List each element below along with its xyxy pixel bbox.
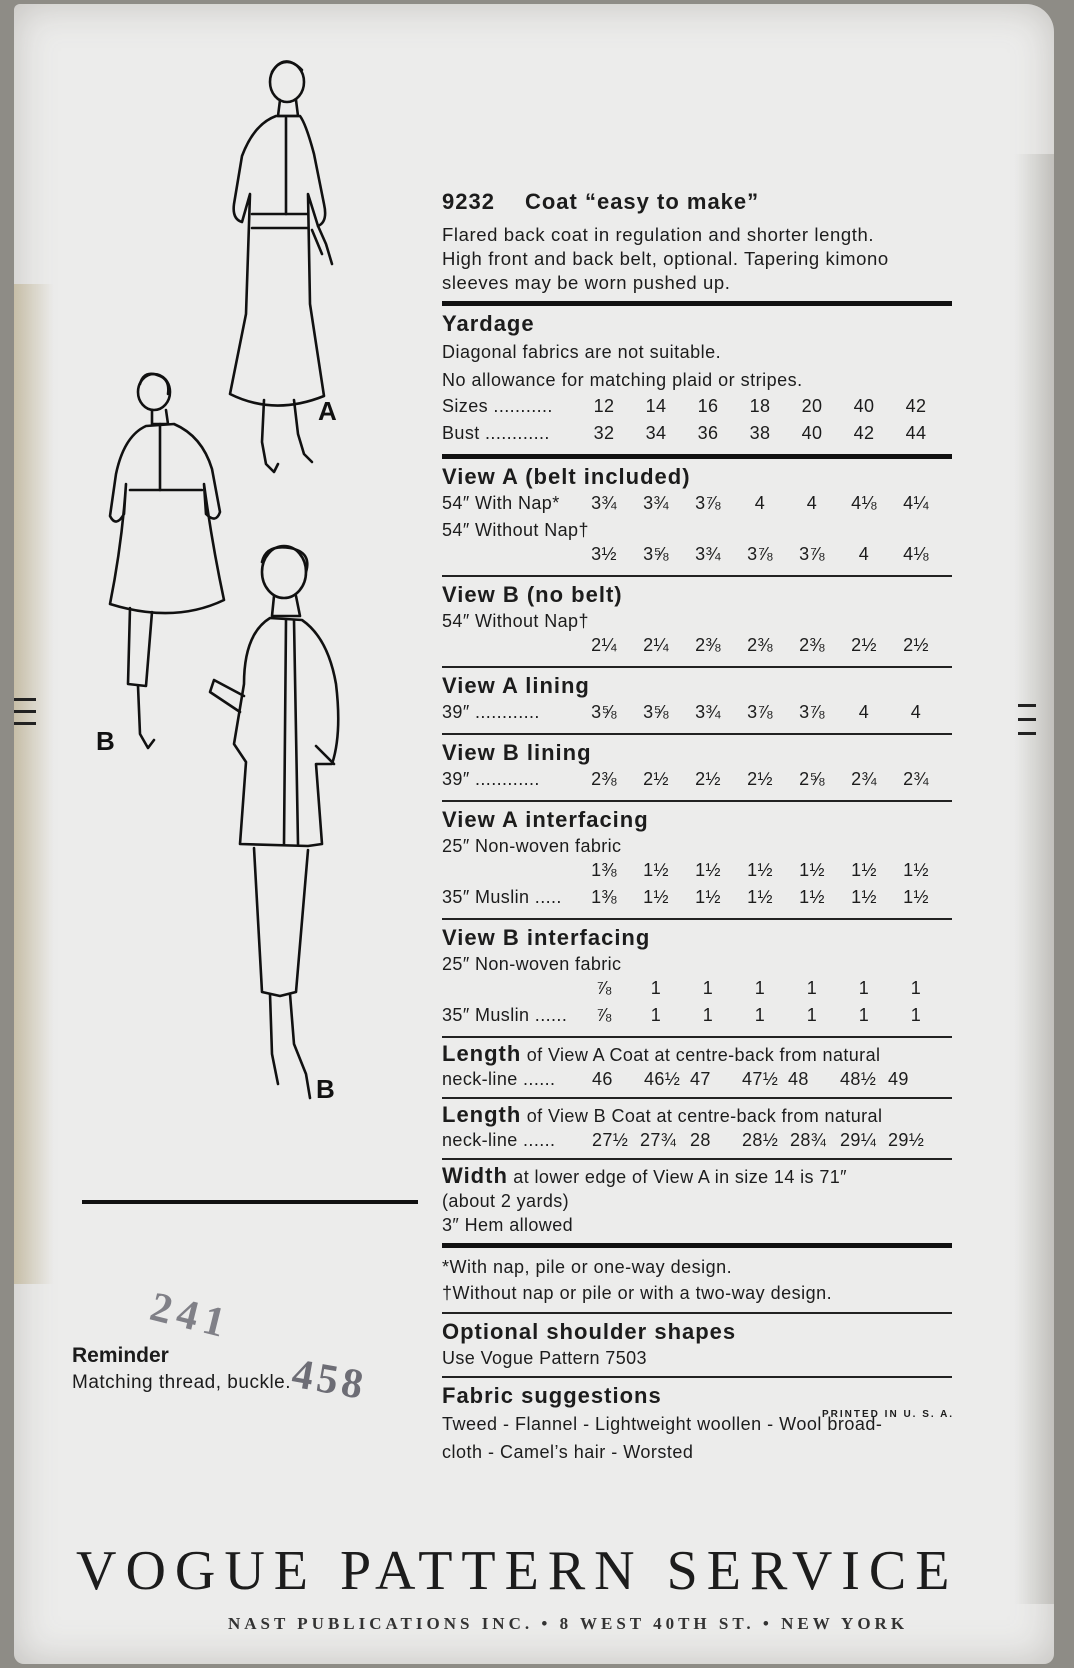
value-cell: 34 bbox=[645, 423, 667, 443]
length-word: Length bbox=[442, 1102, 522, 1127]
value-cell: 4¼ bbox=[903, 493, 929, 513]
view-b-lining-title: View B lining bbox=[442, 740, 592, 765]
value-cell: 49 bbox=[888, 1069, 909, 1089]
value-cell: 3⅝ bbox=[591, 702, 617, 722]
nonwoven-label: 25″ Non-woven fabric bbox=[442, 836, 622, 856]
value-cell: ⅞ bbox=[596, 978, 612, 998]
value-cell: 1½ bbox=[903, 860, 929, 880]
length-a-text: of View A Coat at centre-back from natural bbox=[526, 1045, 881, 1065]
divider bbox=[442, 301, 952, 306]
width-word: Width bbox=[442, 1163, 508, 1188]
publisher-address: NAST PUBLICATIONS INC. • 8 WEST 40TH ST. • NEW YORK bbox=[228, 1614, 909, 1633]
value-cell: 46 bbox=[592, 1069, 613, 1089]
value-cell: 48½ bbox=[840, 1069, 877, 1089]
fold-mark bbox=[14, 722, 36, 725]
value-cell: 1½ bbox=[851, 887, 877, 907]
value-cell: 16 bbox=[697, 396, 719, 416]
value-cell: 1 bbox=[910, 1005, 922, 1025]
view-a-muslin-row bbox=[442, 885, 952, 912]
yardage-note: Diagonal fabrics are not suitable. bbox=[442, 342, 722, 362]
value-cell: 27½ bbox=[592, 1130, 629, 1150]
row-label: 35″ Muslin ..... bbox=[442, 887, 562, 907]
view-a-title: View A (belt included) bbox=[442, 464, 691, 489]
length-b-values bbox=[442, 1128, 952, 1152]
value-cell: 2⅜ bbox=[799, 635, 825, 655]
value-cell: 1½ bbox=[643, 860, 669, 880]
reminder-title: Reminder bbox=[72, 1344, 169, 1367]
value-cell: 2¼ bbox=[591, 635, 617, 655]
view-a-lining-title: View A lining bbox=[442, 673, 590, 698]
row-label: neck-line ...... bbox=[442, 1069, 556, 1089]
value-cell: 1 bbox=[650, 978, 662, 998]
divider bbox=[442, 454, 952, 459]
divider bbox=[442, 1243, 952, 1248]
row-label: Sizes ........... bbox=[442, 396, 553, 416]
value-cell: 47½ bbox=[742, 1069, 779, 1089]
row-label: neck-line ...... bbox=[442, 1130, 556, 1150]
value-cell: 2¼ bbox=[643, 635, 669, 655]
stamp-number: 241 bbox=[145, 1283, 236, 1349]
pattern-envelope bbox=[14, 4, 1054, 1664]
length-a-block bbox=[442, 1042, 952, 1091]
footnote: *With nap, pile or one-way design. bbox=[442, 1257, 733, 1277]
value-cell: 1½ bbox=[643, 887, 669, 907]
value-cell: 42 bbox=[853, 423, 875, 443]
value-cell: 28½ bbox=[742, 1130, 779, 1150]
bust-row bbox=[442, 421, 952, 448]
value-cell: 40 bbox=[801, 423, 823, 443]
value-cell: 1 bbox=[754, 978, 766, 998]
view-a-with-nap-row bbox=[442, 491, 952, 518]
value-cell: 3⅝ bbox=[643, 544, 669, 564]
value-cell: 1½ bbox=[903, 887, 929, 907]
value-cell: 27¾ bbox=[640, 1130, 677, 1150]
figure-b2-drawing bbox=[210, 546, 338, 1098]
width-block bbox=[442, 1164, 952, 1237]
value-cell: 44 bbox=[905, 423, 927, 443]
view-b-nonwoven-row bbox=[442, 976, 952, 1003]
divider bbox=[442, 1376, 952, 1378]
value-cell: 3⅞ bbox=[747, 702, 773, 722]
figure-label-a: A bbox=[318, 396, 337, 426]
value-cell: 2½ bbox=[747, 769, 773, 789]
divider bbox=[442, 733, 952, 735]
fabric-line: cloth - Camel’s hair - Worsted bbox=[442, 1442, 694, 1462]
value-cell: 29¼ bbox=[840, 1130, 877, 1150]
value-cell: 1½ bbox=[799, 887, 825, 907]
view-b-without-nap-row bbox=[442, 633, 952, 660]
value-cell: 47 bbox=[690, 1069, 711, 1089]
fold-mark bbox=[1018, 718, 1036, 721]
value-cell: 3⅞ bbox=[799, 544, 825, 564]
value-cell: 3⅞ bbox=[799, 702, 825, 722]
view-b-title: View B (no belt) bbox=[442, 582, 623, 607]
fashion-illustrations bbox=[94, 44, 454, 1194]
value-cell: 1 bbox=[806, 1005, 818, 1025]
value-cell: 1½ bbox=[695, 860, 721, 880]
yardage-title: Yardage bbox=[442, 311, 535, 336]
row-label: 54″ With Nap* bbox=[442, 493, 560, 513]
divider bbox=[442, 1097, 952, 1099]
view-b-interfacing-title: View B interfacing bbox=[442, 925, 651, 950]
row-label: 39″ ............ bbox=[442, 769, 540, 789]
value-cell: 1⅜ bbox=[591, 860, 617, 880]
length-b-block bbox=[442, 1103, 952, 1152]
figure-label-b: B bbox=[96, 726, 115, 756]
value-cell: 1⅜ bbox=[591, 887, 617, 907]
value-cell: 48 bbox=[788, 1069, 809, 1089]
value-cell: 2¾ bbox=[903, 769, 929, 789]
fold-mark bbox=[14, 698, 36, 701]
value-cell: 1 bbox=[702, 1005, 714, 1025]
value-cell: 2⅜ bbox=[591, 769, 617, 789]
reminder-block bbox=[72, 1344, 432, 1394]
divider bbox=[442, 666, 952, 668]
description-line: High front and back belt, optional. Tapering kimono bbox=[442, 248, 889, 269]
value-cell: 2½ bbox=[851, 635, 877, 655]
reminder-text: Matching thread, buckle. bbox=[72, 1372, 292, 1393]
printed-in-usa: PRINTED IN U. S. A. bbox=[822, 1409, 955, 1420]
value-cell: 4⅛ bbox=[851, 493, 877, 513]
divider bbox=[82, 1200, 418, 1204]
value-cell: 1 bbox=[910, 978, 922, 998]
value-cell: 4 bbox=[910, 702, 922, 722]
view-a-without-nap-row bbox=[442, 542, 952, 569]
shoulder-text: Use Vogue Pattern 7503 bbox=[442, 1348, 647, 1368]
value-cell: 3⅞ bbox=[747, 544, 773, 564]
value-cell: 2½ bbox=[903, 635, 929, 655]
value-cell: 3¾ bbox=[643, 493, 669, 513]
view-a-nonwoven-row bbox=[442, 858, 952, 885]
value-cell: 1 bbox=[858, 978, 870, 998]
divider bbox=[442, 1158, 952, 1160]
value-cell: 18 bbox=[749, 396, 771, 416]
divider bbox=[442, 800, 952, 802]
view-b-without-nap-label: 54″ Without Nap† bbox=[442, 611, 589, 631]
figure-a-drawing bbox=[230, 61, 332, 472]
pattern-title: Coat “easy to make” bbox=[524, 189, 760, 214]
view-a-without-nap-label: 54″ Without Nap† bbox=[442, 520, 589, 540]
value-cell: 1½ bbox=[747, 860, 773, 880]
value-cell: 1 bbox=[754, 1005, 766, 1025]
fold-mark bbox=[14, 710, 36, 713]
sizes-row bbox=[442, 394, 952, 421]
row-label: Bust ............ bbox=[442, 423, 550, 443]
view-b-muslin-row bbox=[442, 1003, 952, 1030]
value-cell: 3⅝ bbox=[643, 702, 669, 722]
row-label: 35″ Muslin ...... bbox=[442, 1005, 568, 1025]
value-cell: 36 bbox=[697, 423, 719, 443]
value-cell: 42 bbox=[905, 396, 927, 416]
fabric-line: Tweed - Flannel - Lightweight woollen - Wool broad- bbox=[442, 1414, 883, 1434]
divider bbox=[442, 918, 952, 920]
value-cell: 4 bbox=[858, 702, 870, 722]
value-cell: 29½ bbox=[888, 1130, 925, 1150]
view-a-lining-row bbox=[442, 700, 952, 727]
view-b-lining-row bbox=[442, 767, 952, 794]
value-cell: 3⅞ bbox=[695, 493, 721, 513]
nonwoven-label: 25″ Non-woven fabric bbox=[442, 954, 622, 974]
footnote: †Without nap or pile or with a two-way design. bbox=[442, 1283, 833, 1303]
value-cell: 2⅝ bbox=[799, 769, 825, 789]
value-cell: 46½ bbox=[644, 1069, 681, 1089]
value-cell: 4 bbox=[806, 493, 818, 513]
value-cell: 2⅜ bbox=[695, 635, 721, 655]
width-line3: 3″ Hem allowed bbox=[442, 1215, 574, 1235]
value-cell: 1½ bbox=[799, 860, 825, 880]
value-cell: 3¾ bbox=[695, 544, 721, 564]
value-cell: 1 bbox=[806, 978, 818, 998]
value-cell: 28 bbox=[690, 1130, 711, 1150]
pattern-heading bbox=[442, 189, 952, 215]
value-cell: 4 bbox=[754, 493, 766, 513]
width-text: at lower edge of View A in size 14 is 71″ bbox=[513, 1167, 847, 1187]
pattern-number: 9232 bbox=[442, 189, 495, 214]
description-line: sleeves may be worn pushed up. bbox=[442, 272, 731, 293]
paper-stain bbox=[14, 284, 54, 1284]
value-cell: 38 bbox=[749, 423, 771, 443]
value-cell: 1½ bbox=[747, 887, 773, 907]
view-a-interfacing-title: View A interfacing bbox=[442, 807, 649, 832]
fold-mark bbox=[1018, 732, 1036, 735]
value-cell: 20 bbox=[801, 396, 823, 416]
stamp-number: 458 bbox=[288, 1350, 371, 1410]
footnotes bbox=[442, 1254, 952, 1306]
value-cell: 4⅛ bbox=[903, 544, 929, 564]
value-cell: 2½ bbox=[643, 769, 669, 789]
value-cell: 1½ bbox=[851, 860, 877, 880]
description bbox=[442, 223, 952, 295]
value-cell: 40 bbox=[853, 396, 875, 416]
divider bbox=[442, 1312, 952, 1314]
row-label: 39″ ............ bbox=[442, 702, 540, 722]
length-b-text: of View B Coat at centre-back from natural bbox=[526, 1106, 883, 1126]
width-line2: (about 2 yards) bbox=[442, 1191, 570, 1211]
length-word: Length bbox=[442, 1041, 522, 1066]
value-cell: 4 bbox=[858, 544, 870, 564]
value-cell: 1 bbox=[702, 978, 714, 998]
divider bbox=[442, 575, 952, 577]
value-cell: 28¾ bbox=[790, 1130, 827, 1150]
value-cell: 1 bbox=[650, 1005, 662, 1025]
paper-shadow bbox=[1014, 154, 1054, 1604]
description-line: Flared back coat in regulation and shorter length. bbox=[442, 224, 875, 245]
value-cell: 1½ bbox=[695, 887, 721, 907]
value-cell: 32 bbox=[593, 423, 615, 443]
shoulder-title: Optional shoulder shapes bbox=[442, 1319, 737, 1344]
value-cell: 12 bbox=[593, 396, 615, 416]
figure-b1-drawing bbox=[110, 374, 224, 748]
value-cell: 2½ bbox=[695, 769, 721, 789]
value-cell: 1 bbox=[858, 1005, 870, 1025]
pattern-details bbox=[442, 189, 955, 1466]
value-cell: 2⅜ bbox=[747, 635, 773, 655]
value-cell: 3½ bbox=[591, 544, 617, 564]
value-cell: 3¾ bbox=[591, 493, 617, 513]
divider bbox=[442, 1036, 952, 1038]
yardage-note: No allowance for matching plaid or stripes. bbox=[442, 370, 803, 390]
value-cell: 14 bbox=[645, 396, 667, 416]
brand-title: VOGUE PATTERN SERVICE bbox=[76, 1540, 959, 1602]
length-a-values bbox=[442, 1067, 952, 1091]
value-cell: 2¾ bbox=[851, 769, 877, 789]
value-cell: ⅞ bbox=[596, 1005, 612, 1025]
fold-mark bbox=[1018, 704, 1036, 707]
value-cell: 3¾ bbox=[695, 702, 721, 722]
figure-label-b: B bbox=[316, 1074, 335, 1104]
fabric-title: Fabric suggestions bbox=[442, 1383, 662, 1408]
